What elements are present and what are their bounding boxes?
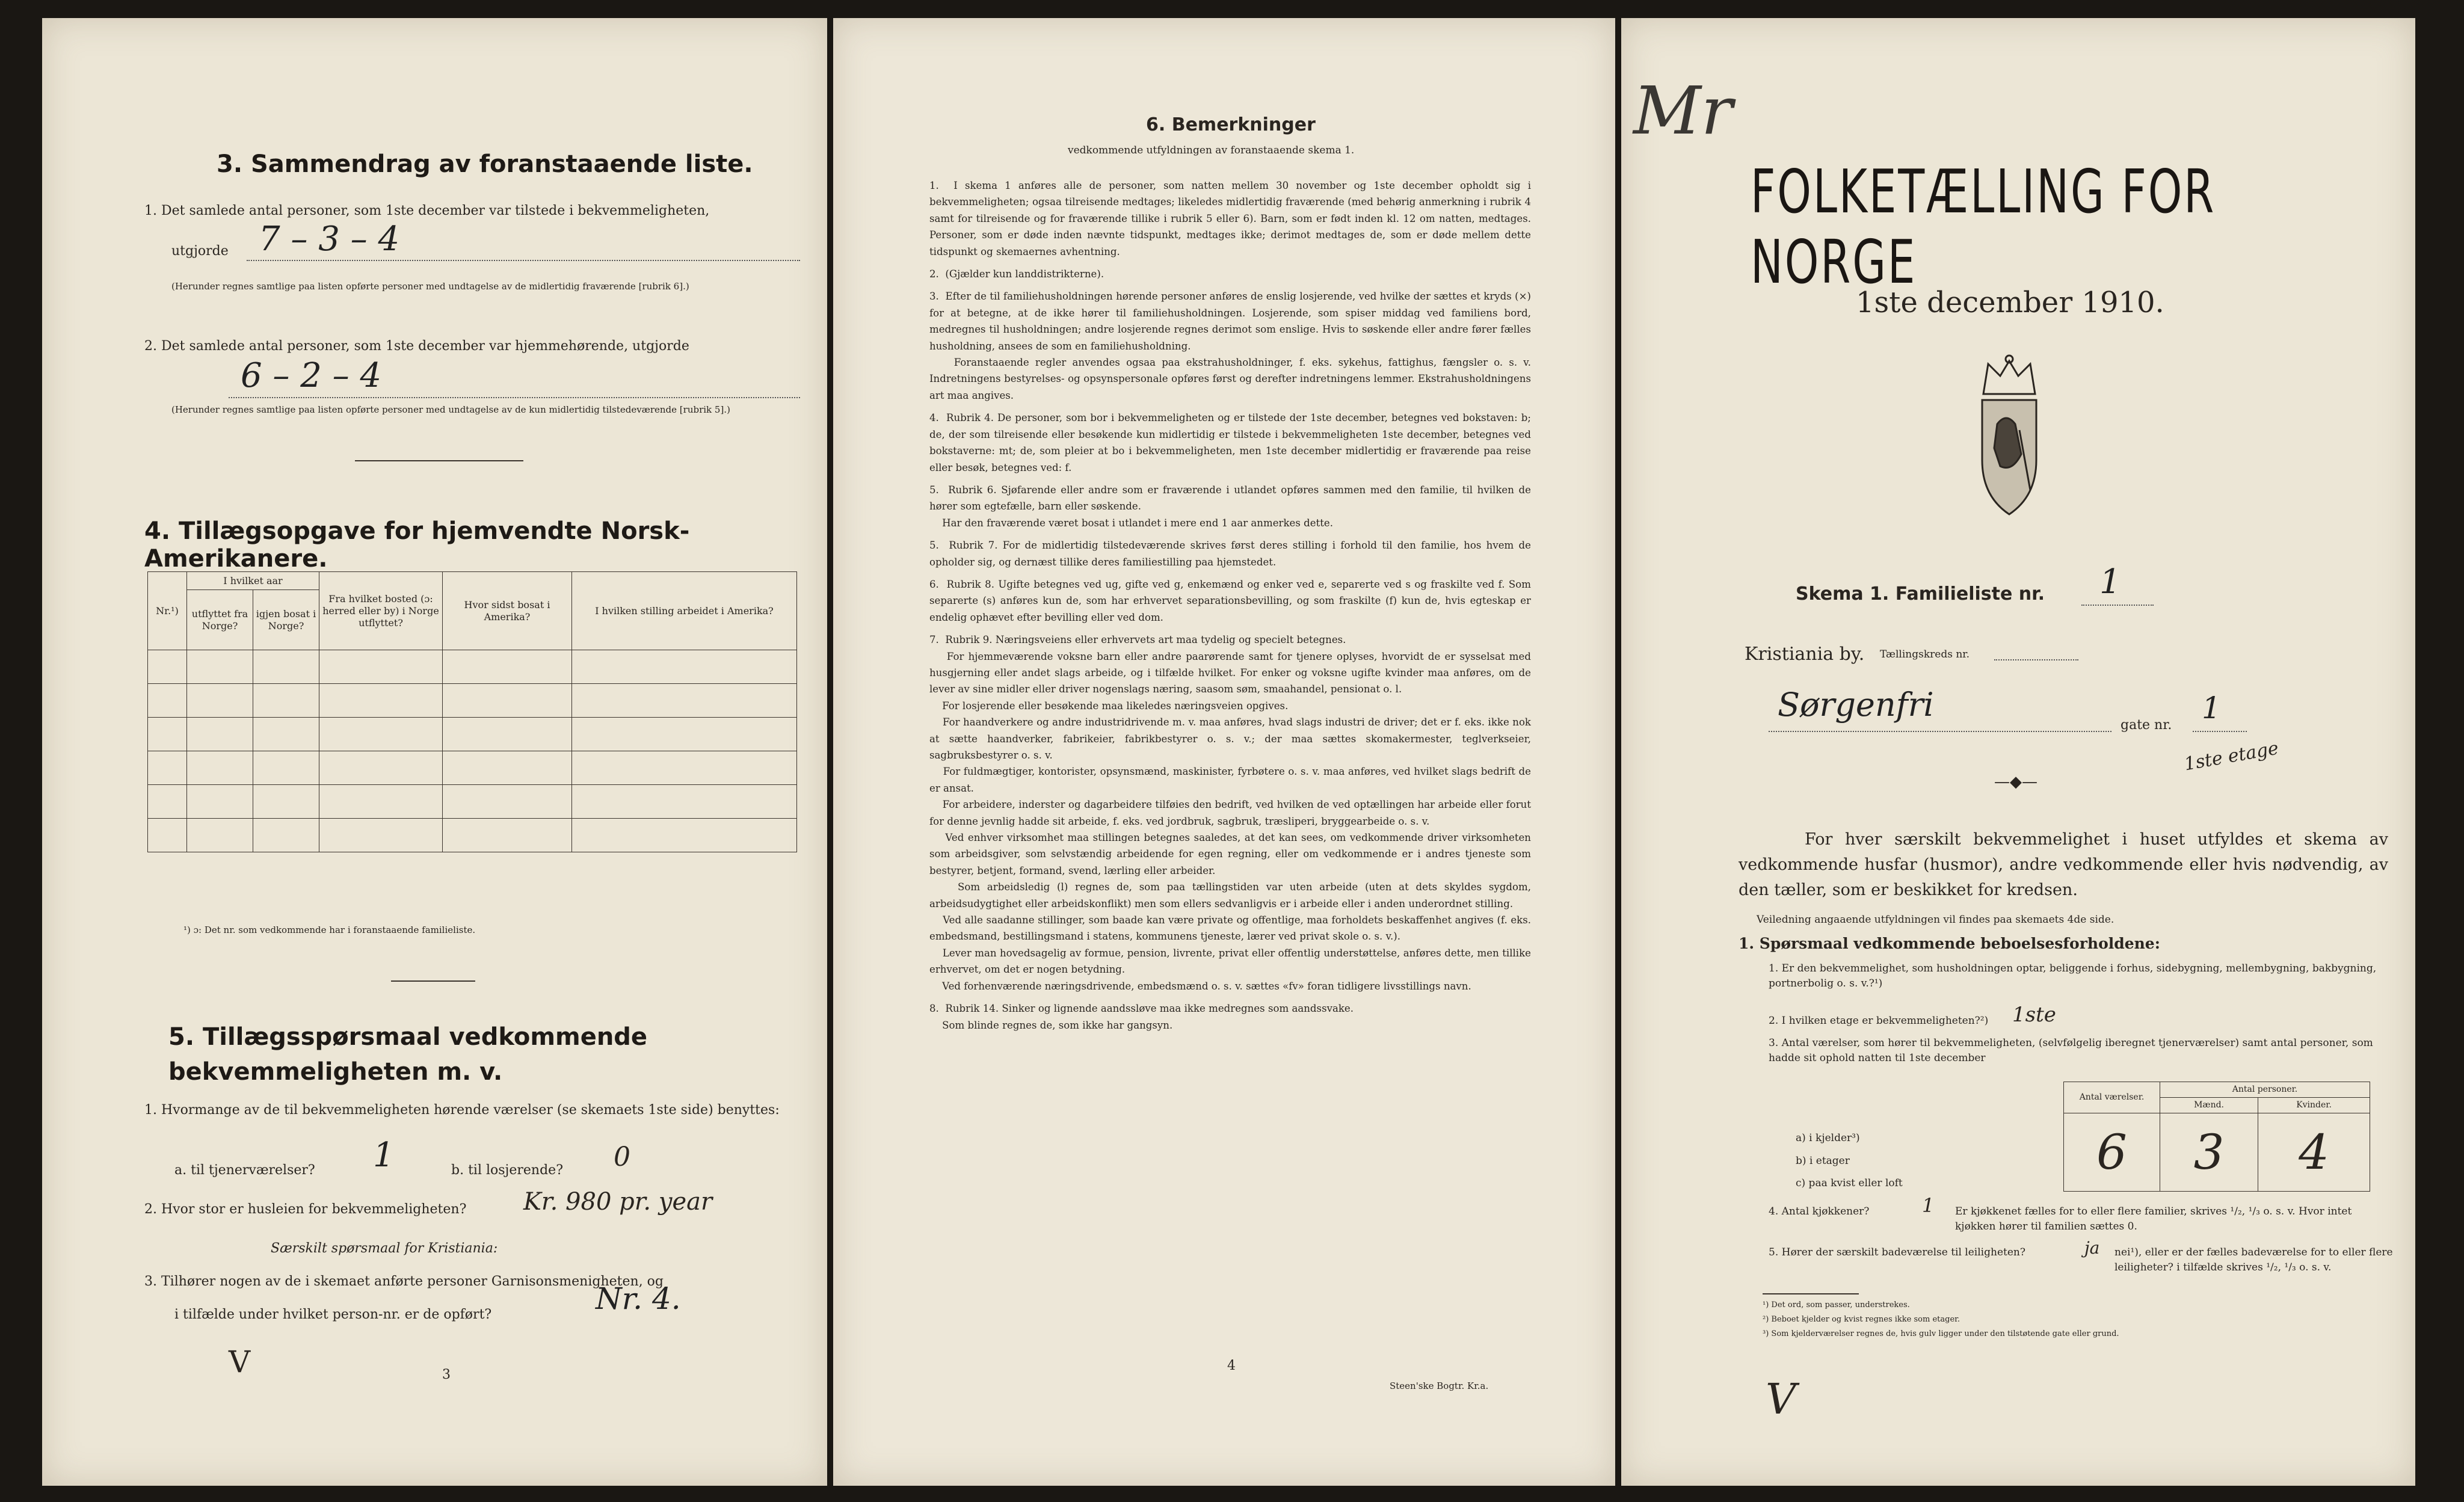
q4: 4. Antal kjøkkener?	[1769, 1205, 1870, 1217]
remark-item: 6. Rubrik 8. Ugifte betegnes ved ug, gifte ved g, enkemænd og enker ved e, separerte ved s og fraskilte ved f. Som separerte (s) anføres kun de, som har erhvervet separationsbevilling, og som fraskilte (f) kun de, hvis egteskap er endelig ophævet efter bevilling eller ved dom.	[929, 578, 1535, 623]
s5-q1b-value: 0	[614, 1142, 630, 1172]
q3: 3. Antal værelser, som hører til bekvemmeligheten, (selvfølgelig iberegnet tjenerværelser) samt antal personer, som hadde sit ophold natten til 1ste december	[1769, 1037, 2373, 1064]
th-hvor: Hvor sidst bosat i Amerika?	[443, 572, 572, 650]
page-3	[42, 18, 827, 1486]
page-4	[833, 18, 1615, 1486]
etage-value: 1ste etage	[2182, 737, 2281, 775]
bemerkninger-title: 6. Bemerkninger	[1146, 114, 1316, 135]
th-igjen: igjen bosat i Norge?	[253, 590, 319, 650]
kvinder-value: 4	[2258, 1113, 2370, 1192]
s5-q1: 1. Hvormange av de til bekvemmeligheten hørende værelser (se skemaets 1ste side) benyttes:	[144, 1103, 780, 1118]
skema-label: Skema 1. Familieliste nr.	[1796, 583, 2045, 605]
divider	[355, 460, 523, 461]
coat-of-arms-icon	[1964, 352, 2054, 526]
section3-title: 3. Sammendrag av foranstaaende liste.	[217, 150, 753, 178]
q4-rest: Er kjøkkenet fælles for to eller flere familier, skrives ¹/₂, ¹/₃ o. s. v. Hvor intet kjøkken hører til familien sættes 0.	[1955, 1205, 2352, 1233]
remark-item: 7. Rubrik 9. Næringsveiens eller erhvervets art maa tydelig og specielt betegnes. For hjemmeværende voksne barn eller andre paarørende samt for tjenere oplyses, hvorvidt de er sysselsat med husgjerning eller andet slags arbeide, og i tilfælde hvilket. For enker og voksne ugifte kvinder maa anføres, om de lever av sine midler eller driver nogenslags næring, saasom søm, smaahandel, pensionat o. l. For losjerende eller besøkende maa likeledes næringsveien opgives. For haandverkere og andre industridrivende m. v. maa anføres, hvad slags industri de driver; det er f. eks. ikke nok at sætte haandverker, fabrikeier, fabrikbestyrer o. s. v.; der maa sættes skomakermester, teglverkseier, sagbruksbestyrer o. s. v. For fuldmægtiger, kontorister, opsynsmænd, maskinister, fyrbøtere o. s. v. maa anføres, ved hvilket slags bedrift de er ansat. For arbeidere, inderster og dagarbeidere tilføies den bedrift, ved hvilken de ved optællingen har arbeide eller forut for denne jevnlig hadde sit arbeide, f. eks. ved jordbruk, sagbruk, træsliperi, bryggearbeide o. s. v. Ved enhver virksomhet maa stillingen betegnes saaledes, at det kan sees, om vedkommende driver virksomheten som arbeidsgiver, som selvstændig arbeidende for egen regning, eller om vedkommende er i andres tjeneste som bestyrer, betjent, formand, svend, lærling eller arbeider. Som arbeidsledig (l) regnes de, som paa tællingstiden var uten arbeide (uten at dets skyldes sygdom, arbeidsudygtighet eller arbeidskonflikt) men som ellers sedvanligvis er i arbeide eller i anden underordnet stilling. Ved alle saadanne stillinger, som baade kan være private og offentlige, maa forholdets beskaffenhet angives (f. eks. embedsmand, bestillingsmand i statens, kommunens tjeneste, lærer ved privat skole o. s. v.). Lever man hovedsagelig av formue, pension, livrente, privat eller offentlig understøttelse, anføres dette, men tillike erhvervet, om det er nogen betydning. Ved forhenværende næringsdrivende, embedsmænd o. s. v. sættes «fv» foran tidligere livsstillings navn.	[929, 634, 1531, 992]
rooms-table	[2063, 1082, 2370, 1192]
th-kvinder: Kvinder.	[2258, 1098, 2370, 1113]
th-vaerelser: Antal værelser.	[2064, 1082, 2160, 1113]
s5-q3: 3. Tilhører nogen av de i skemaet anførte personer Garnisonsmenigheten, og	[144, 1274, 664, 1289]
date-line: 1ste december 1910.	[1856, 286, 2164, 319]
th-nr: Nr.¹)	[148, 572, 187, 650]
table-row	[148, 718, 797, 751]
veiledning-text: Veiledning angaaende utfyldningen vil findes paa skemaets 4de side.	[1757, 914, 2114, 926]
bemerkninger-subtitle: vedkommende utfyldningen av foranstaaende skema 1.	[1068, 144, 1355, 156]
row-a: a) i kjelder³)	[1796, 1132, 1860, 1144]
table-row	[148, 785, 797, 819]
s5-q2: 2. Hvor stor er husleien for bekvemmeligheten?	[144, 1202, 467, 1217]
s5-q3b: i tilfælde under hvilket person-nr. er de opført?	[174, 1307, 492, 1322]
s4-footnote: ¹) ɔ: Det nr. som vedkommende har i foranstaaende familieliste.	[183, 925, 476, 935]
q5: 5. Hører der særskilt badeværelse til leiligheten?	[1769, 1246, 2025, 1258]
s3-item1-utgjorde: utgjorde	[171, 244, 229, 259]
s3-item2: 2. Det samlede antal personer, som 1ste december var hjemmehørende, utgjorde	[144, 339, 689, 354]
table-row	[148, 684, 797, 718]
s3-item1-note: (Herunder regnes samtlige paa listen opførte personer med undtagelse av de midlertidig fraværende [rubrik 6].)	[171, 281, 689, 292]
s3-item1-line	[247, 260, 800, 261]
remarks-list	[929, 177, 1535, 1039]
remark-item: 2. (Gjælder kun landdistrikterne).	[929, 268, 1104, 280]
check-mark: V	[1766, 1374, 1796, 1424]
page-number: 3	[442, 1367, 451, 1382]
table-row	[148, 819, 797, 852]
s5-q1a-value: 1	[373, 1136, 395, 1175]
street-value: Sørgenfri	[1778, 686, 1934, 724]
corner-mark: Mr	[1633, 72, 1733, 149]
gate-value: 1	[2202, 691, 2221, 725]
page-number: 4	[1227, 1358, 1236, 1373]
section5-title: 5. Tillægsspørsmaal vedkommende bekvemmeligheten m. v.	[168, 1023, 648, 1086]
questions-heading: 1. Spørsmaal vedkommende beboelsesforholdene:	[1739, 935, 2160, 952]
th-personer: Antal personer.	[2160, 1082, 2370, 1098]
remark-item: 4. Rubrik 4. De personer, som bor i bekvemmeligheten og er tilstede der 1ste december, betegnes ved bokstaven: b; de, der som tilreisende eller besøkende kun midlertidig er tilstede i bekvemmeligheten 1ste december, betegnes ved bokstaverne: mt; de, som pleier at bo i bekvemmeligheten, men 1ste december midlertidig er fraværende paa reise eller besøk, betegnes ved: f.	[929, 412, 1535, 473]
footnote-2: ²) Beboet kjelder og kvist regnes ikke som etager.	[1763, 1315, 1960, 1324]
intro-text: For hver særskilt bekvemmelighet i huset utfyldes et skema av vedkommende husfar (husmor), andre vedkommende eller hvis nødvendig, av den tæller, som er beskikket for kredsen.	[1739, 830, 2388, 899]
q5-value: ja	[2084, 1238, 2100, 1258]
s5-q2-value: Kr. 980 pr. year	[523, 1188, 713, 1216]
s3-item1: 1. Det samlede antal personer, som 1ste december var tilstede i bekvemmeligheten,	[144, 203, 710, 218]
remark-item: 1. I skema 1 anføres alle de personer, som natten mellem 30 november og 1ste december opholdt sig i bekvemmeligheten; ogsaa tilreisende medtages; likeledes midlertidig fraværende (med behørig anmerkning i rubrik 4 samt for tilreisende og for fraværende tillike i rubrik 5 eller 6). Barn, som er født inden kl. 12 om natten, medtages. Personer, som er døde inden nævnte tidspunkt, medtages ikke; derimot medtages de, som er døde mellem dette tidspunkt og skemaernes avhentning.	[929, 180, 1535, 257]
remark-item: 8. Rubrik 14. Sinker og lignende aandssløve maa ikke medregnes som aandssvake. Som blinde regnes de, som ikke har gangsyn.	[929, 1003, 1354, 1031]
q5-rest: nei¹), eller er der fælles badeværelse for to eller flere leiligheter? i tilfælde skrives ¹/₂, ¹/₃ o. s. v.	[2114, 1246, 2393, 1273]
check-mark: V	[229, 1344, 251, 1379]
table-row	[148, 650, 797, 684]
main-title: FOLKETÆLLING FOR NORGE	[1751, 156, 2216, 297]
s3-item2-line	[229, 397, 800, 398]
remark-item: 3. Efter de til familiehusholdningen hørende personer anføres de enslig losjerende, ved hvilke der sættes et kryds (×) for at betegne, at de ikke hører til familiehusholdningen. Losjerende, som spiser middag ved familiens bord, medregnes til husholdningen; andre losjerende regnes derimot som enslige. Hvis to søskende eller andre fører fælles husholdning, ansees de som en familiehusholdning. Foranstaaende regler anvendes ogsaa paa ekstrahusholdninger, f. eks. sykehus, fattighus, fængsler o. s. v. Indretningens bestyrelses- og opsynspersonale opføres først og derefter indretningens lemmer. Ekstrahusholdningens art maa angives.	[929, 291, 1531, 401]
gate-line	[2193, 731, 2247, 732]
footnote-1: ¹) Det ord, som passer, understrekes.	[1763, 1300, 1910, 1310]
s5-q1a: a. til tjenerværelser?	[174, 1163, 315, 1178]
table-row	[148, 751, 797, 785]
page-1	[1621, 18, 2415, 1486]
skema-line	[2081, 605, 2154, 606]
th-fra: Fra hvilket bosted (ɔ: herred eller by) i Norge utflyttet?	[319, 572, 443, 650]
th-maend: Mænd.	[2160, 1098, 2258, 1113]
row-c: c) paa kvist eller loft	[1796, 1177, 1903, 1189]
divider	[391, 980, 475, 982]
s5-q3-value: Nr. 4.	[596, 1281, 681, 1316]
gate-label: gate nr.	[2121, 718, 2172, 733]
s3-item1-value: 7 – 3 – 4	[259, 220, 400, 259]
s5-subheading: Særskilt spørsmaal for Kristiania:	[271, 1241, 498, 1256]
th-group: I hvilket aar	[187, 572, 319, 590]
footnote-3: ³) Som kjelderværelser regnes de, hvis gulv ligger under den tilstøtende gate eller grund.	[1763, 1329, 2119, 1338]
remark-item: 5. Rubrik 6. Sjøfarende eller andre som er fraværende i utlandet opføres sammen med den familie, til hvilken de hører som egtefælle, barn eller søskende. Har den fraværende været bosat i utlandet i mere end 1 aar anmerkes dette.	[929, 484, 1531, 529]
q4-value: 1	[1922, 1194, 1935, 1217]
norsk-amerikanere-table	[147, 571, 797, 852]
s5-q1b: b. til losjerende?	[451, 1163, 563, 1178]
street-line	[1769, 731, 2111, 732]
section4-title: 4. Tillægsopgave for hjemvendte Norsk-Amerikanere.	[144, 517, 690, 573]
th-stilling: I hvilken stilling arbeidet i Amerika?	[572, 572, 797, 650]
row-b: b) i etager	[1796, 1155, 1850, 1167]
skema-value: 1	[2099, 562, 2121, 602]
s3-item2-note: (Herunder regnes samtlige paa listen opførte personer med undtagelse av de kun midlertidig tilstedeværende [rubrik 5].)	[171, 404, 730, 415]
q2: 2. I hvilken etage er bekvemmeligheten?²)	[1769, 1015, 1989, 1027]
city-label: Kristiania by.	[1745, 644, 1865, 665]
remark-item: 5. Rubrik 7. For de midlertidig tilstedeværende skrives først deres stilling i forhold til den familie, hos hvem de opholder sig, og dernæst tillike deres familiestilling paa hjemstedet.	[929, 540, 1535, 568]
kreds-label: Tællingskreds nr.	[1880, 648, 1970, 660]
footnote-rule	[1763, 1293, 1859, 1294]
ornament-divider: —◆—	[1994, 773, 2037, 791]
maend-value: 3	[2160, 1113, 2258, 1192]
s3-item2-value: 6 – 2 – 4	[241, 356, 382, 395]
q2-value: 1ste	[2012, 1003, 2056, 1027]
q1: 1. Er den bekvemmelighet, som husholdningen optar, beliggende i forhus, sidebygning, mellembygning, bakbygning, portnerbolig o. s. v.?¹)	[1769, 962, 2377, 990]
kreds-line	[1994, 659, 2078, 660]
th-utflyttet: utflyttet fra Norge?	[187, 590, 253, 650]
vaerelser-value: 6	[2064, 1113, 2160, 1192]
printer-credit: Steen'ske Bogtr. Kr.a.	[1390, 1380, 1489, 1391]
